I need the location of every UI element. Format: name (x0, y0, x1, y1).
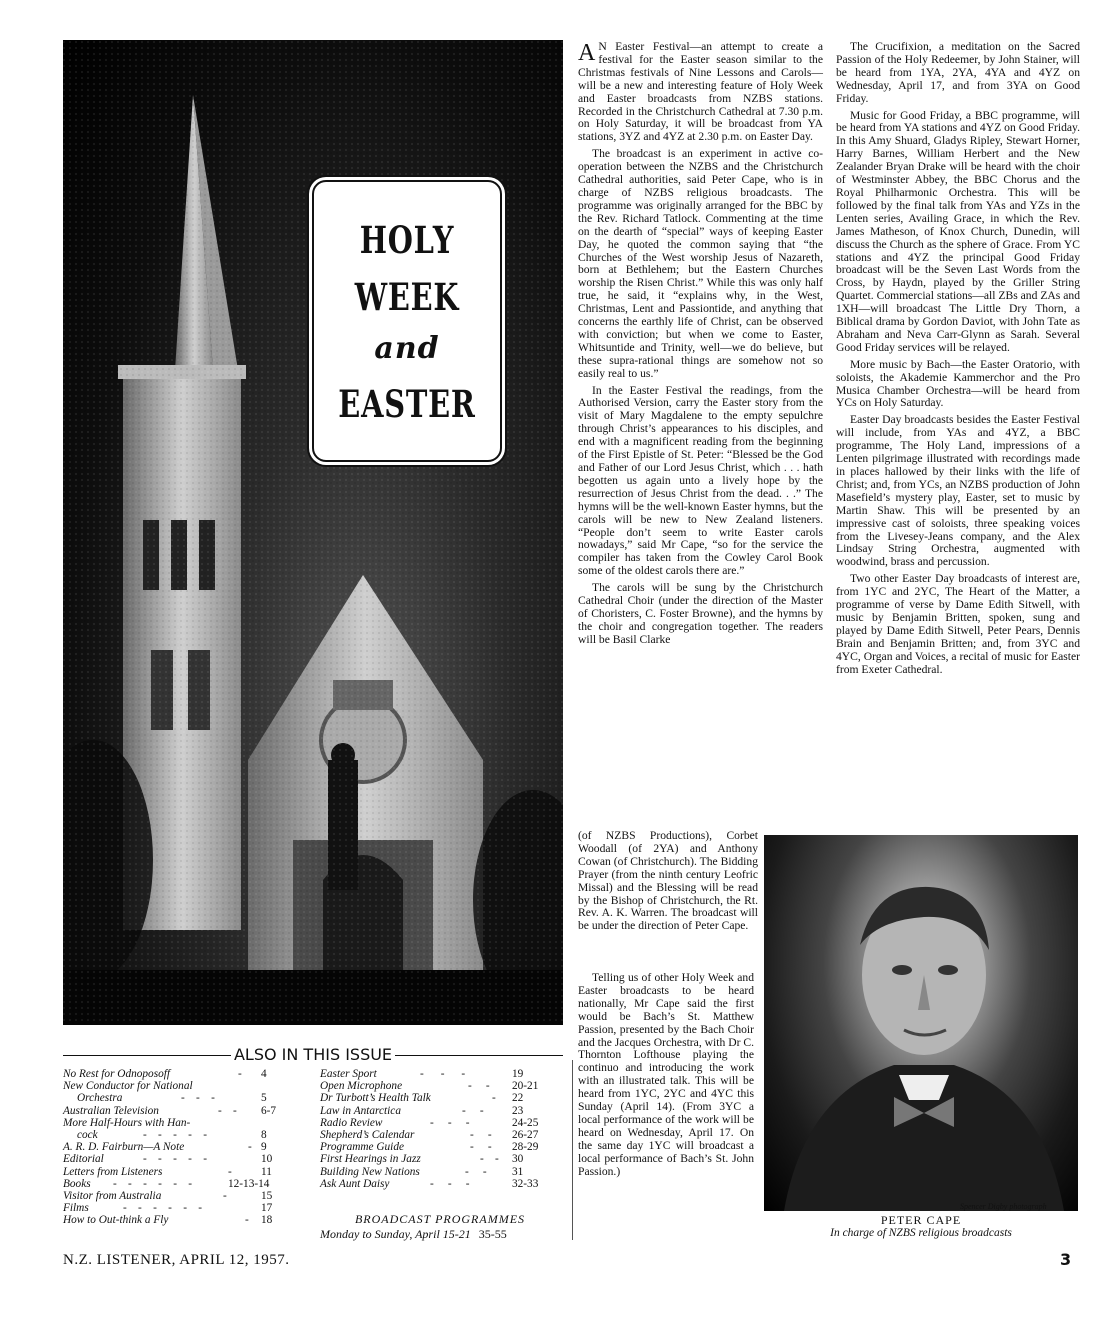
index-item[interactable]: Ask Aunt Daisy - - - 32-33 (320, 1177, 539, 1190)
article-column-middle-bottom (578, 972, 754, 1179)
photo-credit: Spencer Digby photograph (960, 1202, 1047, 1211)
index-item[interactable]: Dr Turbott’s Health Talk - 22 (320, 1092, 524, 1105)
index-item[interactable]: Letters from Listeners - 11 (63, 1165, 272, 1178)
article-paragraph: More music by Bach—the Easter Oratorio, with soloists, the Akademie Kammerchor and the Pro Musica Chamber Orchestra—will be heard from YCs on Holy Saturday. (836, 357, 1080, 410)
page-number: 3 (1060, 1250, 1072, 1269)
index-title: ALSO IN THIS ISSUE (231, 1045, 395, 1064)
broadcast-programmes-dates[interactable]: Monday to Sunday, April 15-21 35-55 (320, 1227, 507, 1241)
title-and: and (374, 331, 440, 366)
index-item[interactable]: Open Microphone - - 20-21 (320, 1080, 539, 1093)
index-item[interactable]: A. R. D. Fairburn—A Note - 9 (63, 1141, 267, 1154)
article-paragraph: The broadcast is an experiment in active co-operation between the NZBS and the Christchurch Cathedral authorities, said Peter Cape, who is in charge of NZBS religious broadcasts. The programme was originally arranged for the BBC by the Rev. Richard Tatlock. Commenting at the time on the dearth of “special” ways of keeping Easter Day, he quoted the common saying that “the Churches of the West worship Jesus of Nazareth, born at Bethlehem; but the Eastern Churches worship the Risen Christ.” While this was only half true, he said, it “explains why, in the West, Christmas, Lent and Passiontide, and anything that concerns the earthly life of Christ, can be observed with conviction; but when we come to Easter, Whitsuntide and Trinity, well—we do believe, but these supra-rational things are somehow not so easily real to us.” (578, 147, 823, 380)
index-item[interactable]: Shepherd’s Calendar - - 26-27 (320, 1128, 539, 1141)
index-item[interactable]: Radio Review - - - 24-25 (320, 1116, 539, 1129)
title-week: WEEK (354, 275, 460, 319)
index-item[interactable]: Law in Antarctica - - 23 (320, 1104, 524, 1117)
folio-line: N.Z. LISTENER, APRIL 12, 1957. (63, 1252, 290, 1268)
index-item[interactable]: More Half-Hours with Han- (63, 1116, 191, 1129)
index-item[interactable]: How to Out-think a Fly - 18 (63, 1214, 273, 1227)
index-item[interactable]: Orchestra - - - 5 (77, 1092, 267, 1105)
article-paragraph: The Crucifixion, a meditation on the Sacred Passion of the Holy Redeemer, by John Stainer, will be heard from 1YA, 2YA, 4YA and 4YZ on Wednesday, April 17, and from 3YA on Good Friday. (836, 40, 1080, 105)
index-header (63, 1045, 563, 1065)
index-item[interactable]: First Hearings in Jazz - - 30 (320, 1153, 524, 1166)
article-column-middle-lower (578, 830, 758, 933)
index-item[interactable]: Visitor from Australia - 15 (63, 1189, 273, 1202)
article-paragraph: Easter Day broadcasts besides the Easter Festival will include, from YAs and 4YZ, a BBC programme, The Holy Land, impressions of a Lenten pilgrimage illustrated with recordings made in places hallowed by their links with the life of Christ; and, from YCs, an NZBS production of John Masefield’s mystery play, Easter, set to music by Martin Shaw. This will be presented by an impressive cast of soloists, three speaking voices from the Livesey-Jeans company, and the Alex Lindsay String Orchestra, augmented with woodwind, brass and percussion. (836, 413, 1080, 569)
index-list-right[interactable] (320, 1068, 570, 1190)
index-item[interactable]: No Rest for Odnoposoff - 4 (63, 1068, 267, 1080)
article-paragraph: (of NZBS Productions), Corbet Woodall (of 2YA) and Anthony Cowan (of Christchurch). The Bidding Prayer (from the ninth century Leofric Missal) and the Blessing will be read by the Bishop of Christchurch, the Rt. Rev. A. K. Warren. The broadcast will be under the direction of Peter Cape. (578, 829, 758, 933)
index-item[interactable]: cock - - - - - 8 (77, 1128, 267, 1141)
article-paragraph: N Easter Festival—an attempt to create a festival for the Easter season similar to the Christmas festivals of Nine Lessons and Carols—will be a new and interesting feature of Holy Week and Easter broadcasts from NZBS stations. Recorded in the Christchurch Cathedral at 7.30 p.m. on Holy Saturday, it will be broadcast from YA stations, 3YZ and 4YZ at 2.30 p.m. on Easter Day. (578, 40, 823, 144)
portrait-illustration (764, 835, 1078, 1211)
index-item[interactable]: Editorial - - - - - 10 (63, 1153, 273, 1166)
column-divider (572, 1060, 573, 1240)
article-column-right (836, 41, 1080, 677)
article-paragraph: Telling us of other Holy Week and Easter broadcasts to be heard nationally, Mr Cape said the first would be Bach’s St. Matthew Passion, presented by the Bach Choir and the Jacques Orchestra, with Dr C. Thornton Lofthouse playing the continuo and introducing the work with an illustrated talk. This will be heard from 1YC, 2YC and 4YC this Sunday (April 14). (From 3YC a local performance of the work will be heard on Wednesday, April 17. On the same day 1YC will broadcast a local performance of Bach’s St. John Passion.) (578, 971, 754, 1178)
portrait-photograph (764, 835, 1078, 1211)
drop-cap: A (578, 40, 596, 66)
index-item[interactable]: Easter Sport - - - 19 (320, 1068, 524, 1080)
article-paragraph: In the Easter Festival the readings, from the Authorised Version, carry the Easter story from the visit of Mary Magdalene to the empty sepulchre through Christ’s appearances to his disciples, and end with a magnificent reading from the beginning of the First Epistle of St. Peter: “Blessed be the God and Father of our Lord Jesus Christ, which . . . hath begotten us again unto a lively hope by the resurrection of Jesus Christ from the dead. . .” The hymns will be the well-known Easter hymns, but the carols will be new to New Zealand listeners. “People don’t seem to write Easter carols nowadays,” said Mr Cape, “so for the service the compiler has taken from the Cowley Carol Book some of the oldest carols there are.” (578, 383, 823, 578)
article-paragraph: Music for Good Friday, a BBC programme, will be heard from YA stations and 4YZ on Good Friday. In this Amy Shuard, Gladys Ripley, Stewart Horner, Harry Barnes, William Herbert and the New Zealander Bryan Drake will be heard with the choir of Westminster Abbey, the BBC Chorus and the Royal Philharmonic Orchestra. This will be followed by the final talk from YAs and YZs in the Lenten series, Availing Grace, in which the Rev. James Matheson, of Knox Church, Dunedin, will discuss the Church as the sphere of Grace. From YC stations and 4YZ the principal Good Friday broadcast will be the Seven Last Words from the Cross, by Haydn, played by the Griller String Quartet. Commercial stations—all ZBs and ZAs and 1XH—will broadcast The Little Dry Thorn, a Biblical drama by Gordon Daviot, with John Tate as Abraham and Neva Carr-Glynn as Sarah. Several Good Friday services will be relayed. (836, 108, 1080, 354)
caption-description: In charge of NZBS religious broadcasts (830, 1227, 1012, 1239)
feature-title-panel (312, 180, 502, 462)
index-item[interactable]: Building New Nations - - 31 (320, 1165, 524, 1178)
article-paragraph: Two other Easter Day broadcasts of interest are, from 1YC and 2YC, The Heart of the Matter, a programme of verse by Dame Edith Sitwell, with music by Benjamin Britten, spoken, sung and played by Dame Edith Sitwell, Peter Pears, Dennis Brain and Benjamin Britten; and, from 3YC and 4YC, Organ and Voices, a recital of music for Easter from Exeter Cathedral. (836, 572, 1080, 676)
index-item[interactable]: Books - - - - - - 12-13-14 (63, 1177, 270, 1190)
index-list-left (63, 1068, 313, 1226)
title-holy: HOLY (359, 218, 455, 262)
caption-name: PETER CAPE (880, 1213, 962, 1227)
index-item[interactable]: Programme Guide - - 28-29 (320, 1141, 539, 1154)
article-column-middle (578, 41, 823, 647)
article-paragraph: The carols will be sung by the Christchurch Cathedral Choir (under the direction of the Master of Choristers, C. Foster Browne), and the hymns by the choir and congregation together. The readers will be Basil Clarke (578, 581, 823, 646)
title-easter: EASTER (338, 382, 476, 426)
index-item[interactable]: Films - - - - - - 17 (63, 1202, 273, 1215)
broadcast-programmes-title[interactable]: BROADCAST PROGRAMMES (354, 1212, 526, 1226)
index-item[interactable]: New Conductor for National (63, 1080, 193, 1093)
index-item[interactable]: Australian Television - - 6-7 (63, 1104, 277, 1117)
